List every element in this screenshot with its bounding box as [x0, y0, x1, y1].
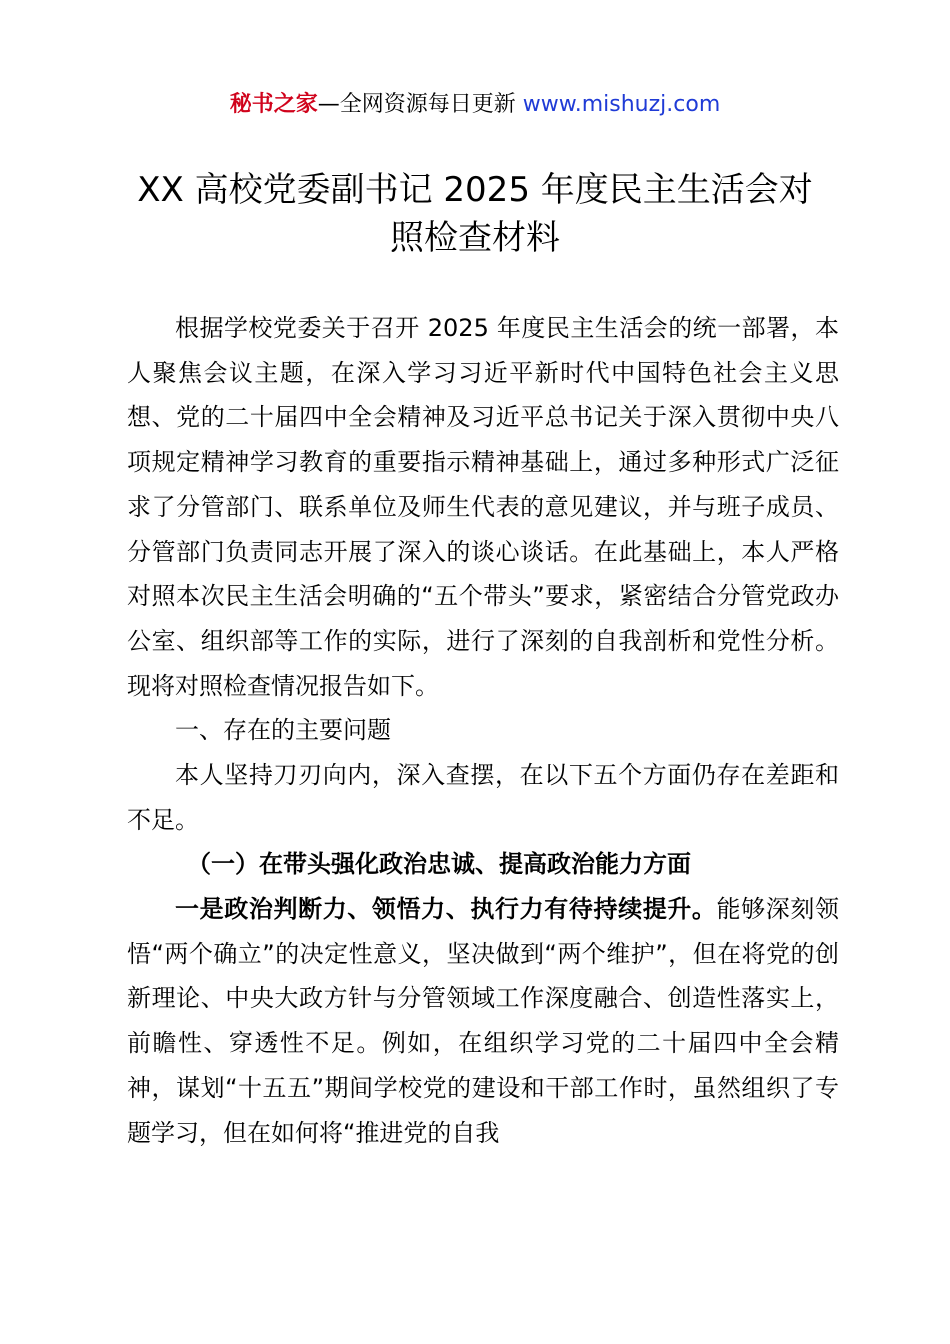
section-intro-paragraph: 本人坚持刀刃向内，深入查摆，在以下五个方面仍存在差距和不足。 — [127, 761, 839, 834]
brand-name: 秘书之家 — [229, 92, 318, 117]
site-slogan: —全网资源每日更新 — [317, 92, 516, 117]
document-title — [120, 166, 830, 262]
intro-paragraph: 根据学校党委关于召开 2025 年度民主生活会的统一部署，本人聚焦会议主题，在深入学习习近平新时代中国特色社会主义思想、党的二十届四中全会精神及习近平总书记关于深入贯彻中央八项规定精神学习教育的重要指示精神基础上，通过多种形式广泛征求了分管部门、联系单位及师生代表的意见建议，并与班子成员、分管部门负责同志开展了深入的谈心谈话。在此基础上，本人严格对照本次民主生活会明确的“五个带头”要求，紧密结合分管党政办公室、组织部等工作的实际，进行了深刻的自我剖析和党性分析。现将对照检查情况报告如下。 — [127, 314, 839, 700]
subsection-heading — [127, 842, 839, 887]
point-lead: 一是政治判断力、领悟力、执行力有待持续提升。 — [175, 895, 717, 923]
site-url-link[interactable]: www.mishuzj.com — [522, 92, 721, 117]
section-heading-problems: 一、存在的主要问题 — [175, 716, 391, 744]
site-header — [0, 88, 950, 122]
title-line-2: 照检查材料 — [390, 218, 560, 258]
point-body: 能够深刻领悟“两个确立”的决定性意义，坚决做到“两个维护”，但在将党的创新理论、中央大政方针与分管领域工作深度融合、创造性落实上，前瞻性、穿透性不足。例如，在组织学习党的二十届四中全会精神，谋划“十五五”期间学校党的建设和干部工作时，虽然组织了专题学习，但在如何将“推进党的自我 — [127, 895, 840, 1147]
point-paragraph — [127, 887, 839, 1155]
title-line-1: XX 高校党委副书记 2025 年度民主生活会对 — [137, 170, 813, 210]
subsection-heading-text: （一）在带头强化政治忠诚、提高政治能力方面 — [187, 850, 691, 878]
